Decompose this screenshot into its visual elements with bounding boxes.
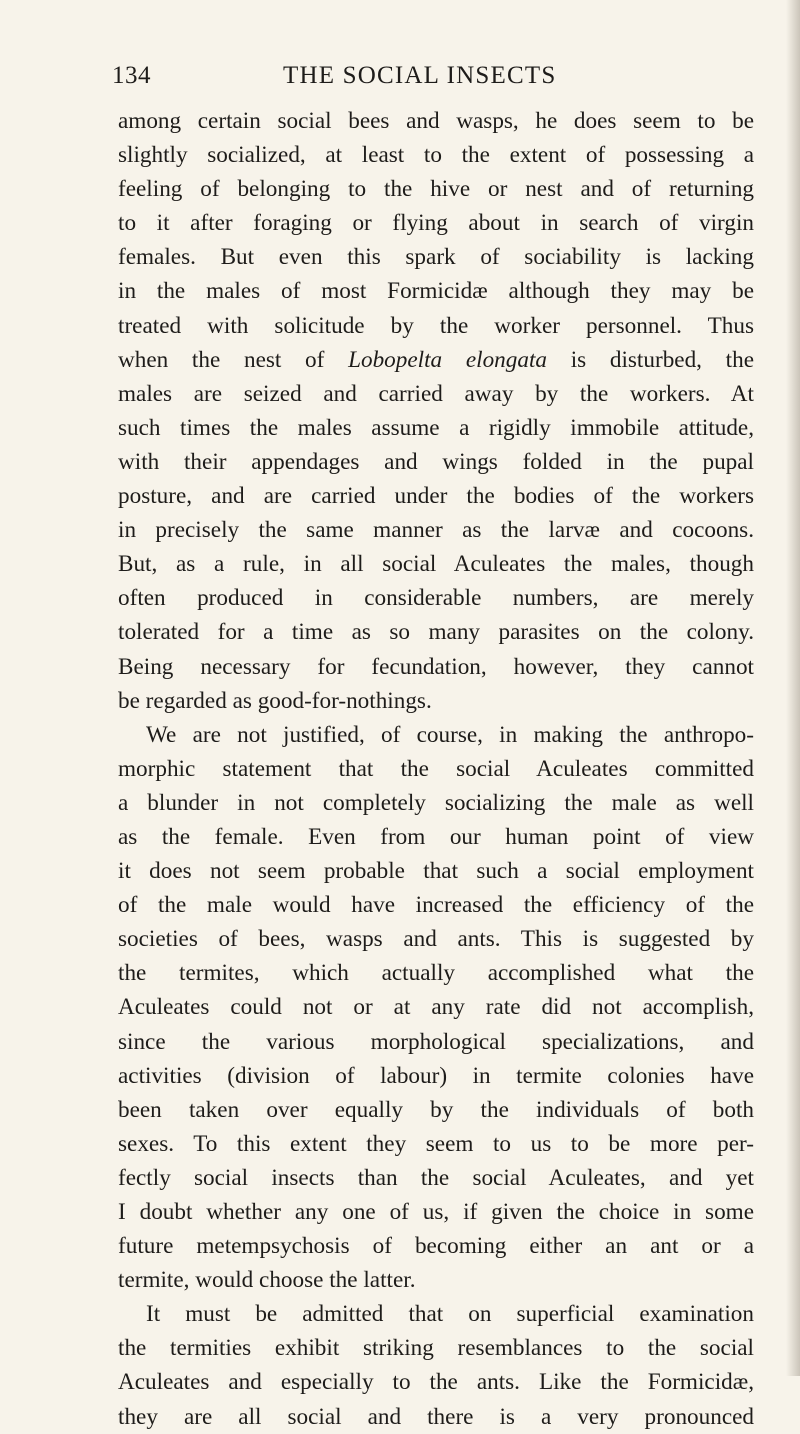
- text-line: [118, 104, 754, 138]
- text-line: [118, 1161, 754, 1195]
- text-line: [118, 1331, 754, 1365]
- text-line-content: the termities exhibit striking resemblances to the social: [118, 1335, 754, 1362]
- text-line: [118, 274, 754, 308]
- text-segment: when the nest of: [118, 346, 349, 373]
- text-line: [118, 138, 754, 172]
- text-line-content: Being necessary for fecundation, however, they cannot: [118, 653, 754, 680]
- text-line-content: they are all social and there is a very pronounced: [118, 1403, 754, 1430]
- text-line-content: in precisely the same manner as the larvæ and cocoons.: [118, 517, 754, 544]
- text-line-content: posture, and are carried under the bodies of the workers: [118, 483, 754, 510]
- text-line-content: of the male would have increased the efficiency of the: [118, 892, 754, 919]
- text-line-content: Aculeates could not or at any rate did not accomplish,: [118, 994, 754, 1021]
- text-line-content: We are not justified, of course, in making the anthropo-: [146, 721, 754, 748]
- text-line: [118, 1400, 754, 1434]
- text-line-content: It must be admitted that on superficial examination: [146, 1301, 754, 1328]
- text-line: [118, 1365, 754, 1399]
- text-line-content: fectly social insects than the social Aculeates, and yet: [118, 1164, 754, 1191]
- text-line: [118, 411, 754, 445]
- text-line-content: activities (division of labour) in termite colonies have: [118, 1062, 754, 1089]
- body-text: [118, 104, 754, 1434]
- text-line: [118, 684, 754, 718]
- text-line-content: But, as a rule, in all social Aculeates the males, though: [118, 551, 754, 578]
- text-line: [118, 581, 754, 615]
- text-line-content: often produced in considerable numbers, are merely: [118, 585, 754, 612]
- text-line-content: I doubt whether any one of us, if given the choice in some: [118, 1199, 754, 1225]
- text-line-content: be regarded as good-for-nothings.: [118, 687, 432, 714]
- text-line: [118, 377, 754, 411]
- text-line: [118, 1195, 754, 1229]
- text-line: [118, 479, 754, 513]
- text-segment: is disturbed, the: [546, 346, 754, 373]
- text-line-content: a blunder in not completely socializing the male as well: [118, 789, 754, 816]
- text-line-content: in the males of most Formicidæ although they may be: [118, 278, 754, 305]
- text-line: [118, 752, 754, 786]
- running-title: THE SOCIAL INSECTS: [283, 62, 557, 89]
- text-line: [118, 513, 754, 547]
- text-line: [118, 650, 754, 684]
- text-line: [118, 1059, 754, 1093]
- text-line: [118, 240, 754, 274]
- text-line: [118, 1127, 754, 1161]
- text-line: [118, 343, 754, 377]
- text-line-content: it does not seem probable that such a social employment: [118, 858, 754, 885]
- text-line: [118, 206, 754, 240]
- text-line-content: tolerated for a time as so many parasites on the colony.: [118, 619, 754, 646]
- species-name: Lobopelta elongata: [348, 346, 547, 373]
- page-number: 134: [112, 62, 151, 89]
- text-line-content: such times the males assume a rigidly immobile attitude,: [118, 414, 754, 441]
- text-line-content: to it after foraging or flying about in search of virgin: [118, 210, 754, 237]
- text-line-content: Aculeates and especially to the ants. Like the Formicidæ,: [118, 1369, 754, 1396]
- text-line: [118, 1229, 754, 1263]
- text-line-content: as the female. Even from our human point of view: [118, 823, 754, 850]
- text-line: [118, 615, 754, 649]
- text-line: [118, 1263, 754, 1297]
- text-line-content: females. But even this spark of sociability is lacking: [118, 244, 754, 271]
- text-line-content: males are seized and carried away by the workers. At: [118, 380, 754, 407]
- text-line-content: slightly socialized, at least to the extent of possessing a: [118, 142, 754, 169]
- text-line-content: societies of bees, wasps and ants. This is suggested by: [118, 926, 754, 953]
- text-line: [118, 172, 754, 206]
- text-line-content: treated with solicitude by the worker personnel. Thus: [118, 312, 754, 339]
- text-line: [118, 786, 754, 820]
- text-line-content: with their appendages and wings folded in the pupal: [118, 448, 754, 475]
- text-line-content: [118, 343, 754, 377]
- running-head: [112, 62, 754, 96]
- text-line-content: the termites, which actually accomplished what the: [118, 960, 754, 987]
- page-edge-shadow: [786, 0, 800, 1376]
- text-line: [118, 547, 754, 581]
- text-line: [118, 990, 754, 1024]
- text-line-content: since the various morphological specializations, and: [118, 1028, 754, 1055]
- text-line: [118, 1093, 754, 1127]
- text-line-content: feeling of belonging to the hive or nest and of returning: [118, 176, 754, 203]
- text-line-content: among certain social bees and wasps, he does seem to be: [118, 108, 754, 134]
- text-line: [118, 820, 754, 854]
- text-line-content: morphic statement that the social Aculeates committed: [118, 755, 754, 782]
- text-line: [118, 956, 754, 990]
- text-line: [118, 445, 754, 479]
- text-line-content: sexes. To this extent they seem to us to be more per-: [118, 1130, 754, 1157]
- text-line-content: termite, would choose the latter.: [118, 1267, 416, 1294]
- text-line: [118, 1025, 754, 1059]
- text-line-content: future metempsychosis of becoming either an ant or a: [118, 1233, 754, 1260]
- text-line: [118, 309, 754, 343]
- text-line: [118, 854, 754, 888]
- text-line: [118, 888, 754, 922]
- text-line: [118, 1297, 754, 1331]
- text-line: [118, 718, 754, 752]
- text-line-content: been taken over equally by the individuals of both: [118, 1096, 754, 1123]
- text-line: [118, 922, 754, 956]
